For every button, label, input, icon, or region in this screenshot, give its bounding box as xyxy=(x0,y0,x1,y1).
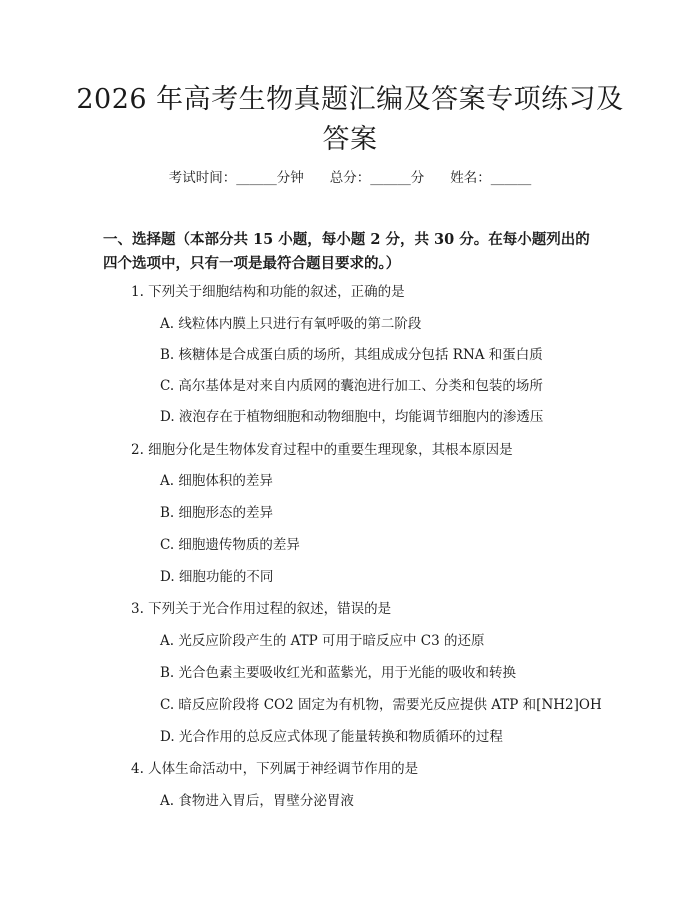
exam-info-line xyxy=(0,168,700,188)
question-option: A. 食物进入胃后，胃壁分泌胃液 xyxy=(160,793,354,809)
question-option: C. 高尔基体是对来自内质网的囊泡进行加工、分类和包装的场所 xyxy=(160,378,543,394)
section-heading: 一、选择题（本部分共 15 小题，每小题 2 分，共 30 分。在每小题列出的四个选项中，只有一项是最符合题目要求的。） xyxy=(103,231,590,272)
question-stem: 3. 下列关于光合作用过程的叙述，错误的是 xyxy=(131,601,392,617)
question-option: A. 光反应阶段产生的 ATP 可用于暗反应中 C3 的还原 xyxy=(160,633,485,649)
exam-time-field: 考试时间：______分钟 xyxy=(168,170,304,186)
question-stem: 4. 人体生命活动中，下列属于神经调节作用的是 xyxy=(131,761,419,777)
question-option: C. 细胞遗传物质的差异 xyxy=(160,537,300,553)
question-option: D. 细胞功能的不同 xyxy=(160,569,274,585)
question-option: A. 细胞体积的差异 xyxy=(160,473,273,489)
question-option: C. 暗反应阶段将 CO2 固定为有机物，需要光反应提供 ATP 和[NH2]OH xyxy=(160,697,602,713)
total-score-field: 总分：______分 xyxy=(329,170,425,186)
question-stem: 1. 下列关于细胞结构和功能的叙述，正确的是 xyxy=(131,284,405,300)
question-stem: 2. 细胞分化是生物体发育过程中的重要生理现象，其根本原因是 xyxy=(131,442,513,458)
question-option: D. 液泡存在于植物细胞和动物细胞中，均能调节细胞内的渗透压 xyxy=(160,409,544,425)
question-option: A. 线粒体内膜上只进行有氧呼吸的第二阶段 xyxy=(160,316,422,332)
question-option: B. 光合色素主要吸收红光和蓝紫光，用于光能的吸收和转换 xyxy=(160,665,517,681)
question-option: B. 核糖体是合成蛋白质的场所，其组成成分包括 RNA 和蛋白质 xyxy=(160,347,543,363)
question-option: D. 光合作用的总反应式体现了能量转换和物质循环的过程 xyxy=(160,729,503,745)
question-option: B. 细胞形态的差异 xyxy=(160,505,274,521)
document-title: 2026 年高考生物真题汇编及答案专项练习及答案 xyxy=(76,84,624,155)
student-name-field: 姓名：______ xyxy=(450,170,532,186)
